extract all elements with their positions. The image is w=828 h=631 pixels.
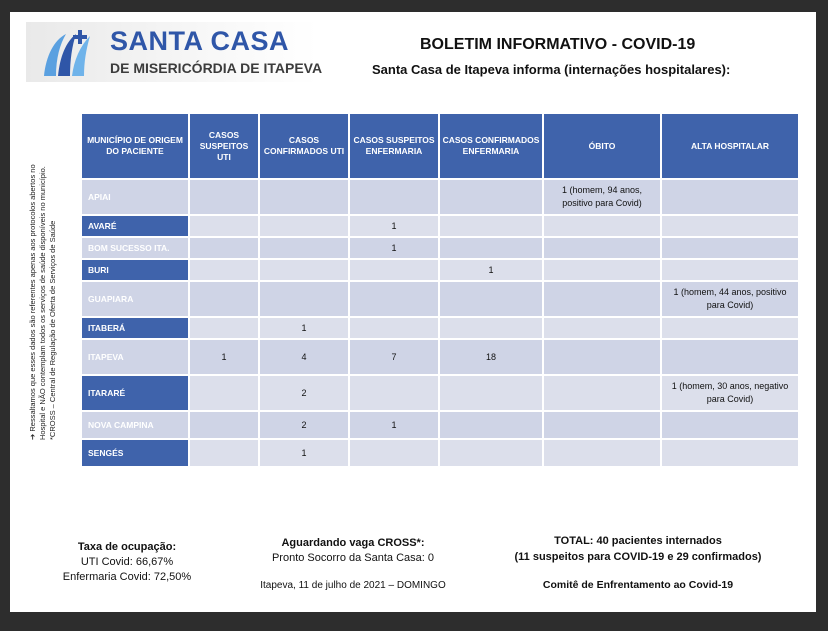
confirmed-icu-cell: 4 bbox=[260, 340, 348, 374]
confirmed-icu-cell: 1 bbox=[260, 440, 348, 466]
occupancy-rate bbox=[52, 540, 202, 585]
suspected-icu-cell bbox=[190, 282, 258, 316]
discharge-cell bbox=[662, 412, 798, 438]
suspected-ward-cell: 1 bbox=[350, 216, 438, 236]
confirmed-icu-cell bbox=[260, 238, 348, 258]
municipality-cell: SENGÉS bbox=[82, 440, 188, 466]
suspected-ward-cell bbox=[350, 282, 438, 316]
suspected-ward-cell bbox=[350, 318, 438, 338]
suspected-icu-cell bbox=[190, 260, 258, 280]
discharge-cell bbox=[662, 238, 798, 258]
discharge-cell bbox=[662, 340, 798, 374]
suspected-ward-cell: 1 bbox=[350, 238, 438, 258]
death-cell bbox=[544, 238, 660, 258]
suspected-icu-cell bbox=[190, 318, 258, 338]
discharge-cell bbox=[662, 260, 798, 280]
table-row bbox=[82, 260, 798, 280]
table-row bbox=[82, 440, 798, 466]
death-cell bbox=[544, 376, 660, 410]
death-cell bbox=[544, 216, 660, 236]
confirmed-icu-cell bbox=[260, 282, 348, 316]
municipality-cell: AVARÉ bbox=[82, 216, 188, 236]
death-cell: 1 (homem, 94 anos, positivo para Covid) bbox=[544, 180, 660, 214]
death-cell bbox=[544, 440, 660, 466]
discharge-cell: 1 (homem, 44 anos, positivo para Covid) bbox=[662, 282, 798, 316]
confirmed-ward-cell bbox=[440, 238, 542, 258]
bulletin-title: BOLETIM INFORMATIVO - COVID-19 bbox=[420, 36, 696, 53]
suspected-icu-cell bbox=[190, 412, 258, 438]
confirmed-ward-cell bbox=[440, 216, 542, 236]
suspected-ward-cell bbox=[350, 440, 438, 466]
table-row bbox=[82, 340, 798, 374]
hospitalization-table bbox=[80, 112, 800, 468]
table-row bbox=[82, 412, 798, 438]
discharge-cell bbox=[662, 440, 798, 466]
column-header: CASOS CONFIRMADOS UTI bbox=[260, 114, 348, 178]
municipality-cell: ITARARÉ bbox=[82, 376, 188, 410]
confirmed-ward-cell: 18 bbox=[440, 340, 542, 374]
confirmed-ward-cell bbox=[440, 318, 542, 338]
municipality-cell: ITAPEVA bbox=[82, 340, 188, 374]
confirmed-ward-cell: 1 bbox=[440, 260, 542, 280]
municipality-cell: BOM SUCESSO ITA. bbox=[82, 238, 188, 258]
discharge-cell bbox=[662, 318, 798, 338]
logo-title: SANTA CASA bbox=[110, 26, 289, 56]
occupancy-icu: UTI Covid: 66,67% bbox=[80, 556, 174, 568]
municipality-cell: NOVA CAMPINA bbox=[82, 412, 188, 438]
confirmed-ward-cell bbox=[440, 180, 542, 214]
table-row bbox=[82, 282, 798, 316]
confirmed-icu-cell bbox=[260, 180, 348, 214]
municipality-cell: APIAI bbox=[82, 180, 188, 214]
death-cell bbox=[544, 412, 660, 438]
municipality-cell: ITABERÁ bbox=[82, 318, 188, 338]
logo-subtitle: DE MISERICÓRDIA DE ITAPEVA bbox=[110, 60, 323, 76]
disclaimer-line-1: ➔ Ressaltamos que esses dados são referentes apenas aos protocolos abertos no bbox=[28, 164, 37, 440]
table-row bbox=[82, 318, 798, 338]
suspected-icu-cell bbox=[190, 238, 258, 258]
death-cell bbox=[544, 318, 660, 338]
bulletin-date: Itapeva, 11 de julho de 2021 – DOMINGO bbox=[260, 580, 446, 591]
column-header: CASOS CONFIRMADOS ENFERMARIA bbox=[440, 114, 542, 178]
suspected-icu-cell bbox=[190, 180, 258, 214]
table-header-row bbox=[82, 114, 798, 178]
confirmed-ward-cell bbox=[440, 376, 542, 410]
death-cell bbox=[544, 282, 660, 316]
table-row bbox=[82, 238, 798, 258]
suspected-ward-cell: 7 bbox=[350, 340, 438, 374]
confirmed-icu-cell: 2 bbox=[260, 412, 348, 438]
total-line-2: (11 suspeitos para COVID-19 e 29 confirmados) bbox=[514, 551, 762, 563]
death-cell bbox=[544, 340, 660, 374]
discharge-cell bbox=[662, 216, 798, 236]
suspected-ward-cell bbox=[350, 260, 438, 280]
committee-signature: Comitê de Enfrentamento ao Covid-19 bbox=[542, 579, 734, 591]
confirmed-icu-cell: 1 bbox=[260, 318, 348, 338]
suspected-ward-cell bbox=[350, 180, 438, 214]
table-row bbox=[82, 180, 798, 214]
column-header: MUNICÍPIO DE ORIGEM DO PACIENTE bbox=[82, 114, 188, 178]
occupancy-ward: Enfermaria Covid: 72,50% bbox=[62, 571, 192, 583]
discharge-cell: 1 (homem, 30 anos, negativo para Covid) bbox=[662, 376, 798, 410]
column-header: ÓBITO bbox=[544, 114, 660, 178]
cross-waiting bbox=[248, 536, 458, 566]
confirmed-ward-cell bbox=[440, 440, 542, 466]
suspected-icu-cell bbox=[190, 216, 258, 236]
death-cell bbox=[544, 260, 660, 280]
cross-footnote: *CROSS – Central de Regulação de Oferta de Serviços de Saúde bbox=[48, 220, 57, 440]
confirmed-icu-cell bbox=[260, 260, 348, 280]
occupancy-heading: Taxa de ocupação: bbox=[77, 541, 177, 553]
municipality-cell: BURI bbox=[82, 260, 188, 280]
waiting-line: Pronto Socorro da Santa Casa: 0 bbox=[271, 552, 435, 564]
total-summary bbox=[488, 533, 788, 565]
side-disclaimer bbox=[28, 110, 58, 440]
suspected-icu-cell bbox=[190, 440, 258, 466]
confirmed-icu-cell bbox=[260, 216, 348, 236]
santa-casa-logo bbox=[26, 22, 323, 82]
suspected-ward-cell bbox=[350, 376, 438, 410]
waiting-heading: Aguardando vaga CROSS*: bbox=[281, 537, 425, 549]
discharge-cell bbox=[662, 180, 798, 214]
column-header: CASOS SUSPEITOS UTI bbox=[190, 114, 258, 178]
bulletin-subtitle: Santa Casa de Itapeva informa (internações hospitalares): bbox=[372, 62, 731, 77]
disclaimer-line-2: Hospital e NÃO contemplam todos os serviços de saúde disponíveis no município. bbox=[38, 166, 47, 440]
logo-emblem-icon bbox=[34, 26, 104, 80]
total-line-1: TOTAL: 40 pacientes internados bbox=[554, 535, 722, 547]
suspected-ward-cell: 1 bbox=[350, 412, 438, 438]
municipality-cell: GUAPIARA bbox=[82, 282, 188, 316]
column-header: CASOS SUSPEITOS ENFERMARIA bbox=[350, 114, 438, 178]
column-header: ALTA HOSPITALAR bbox=[662, 114, 798, 178]
confirmed-ward-cell bbox=[440, 282, 542, 316]
table-row bbox=[82, 216, 798, 236]
confirmed-icu-cell: 2 bbox=[260, 376, 348, 410]
table-row bbox=[82, 376, 798, 410]
suspected-icu-cell: 1 bbox=[190, 340, 258, 374]
suspected-icu-cell bbox=[190, 376, 258, 410]
confirmed-ward-cell bbox=[440, 412, 542, 438]
